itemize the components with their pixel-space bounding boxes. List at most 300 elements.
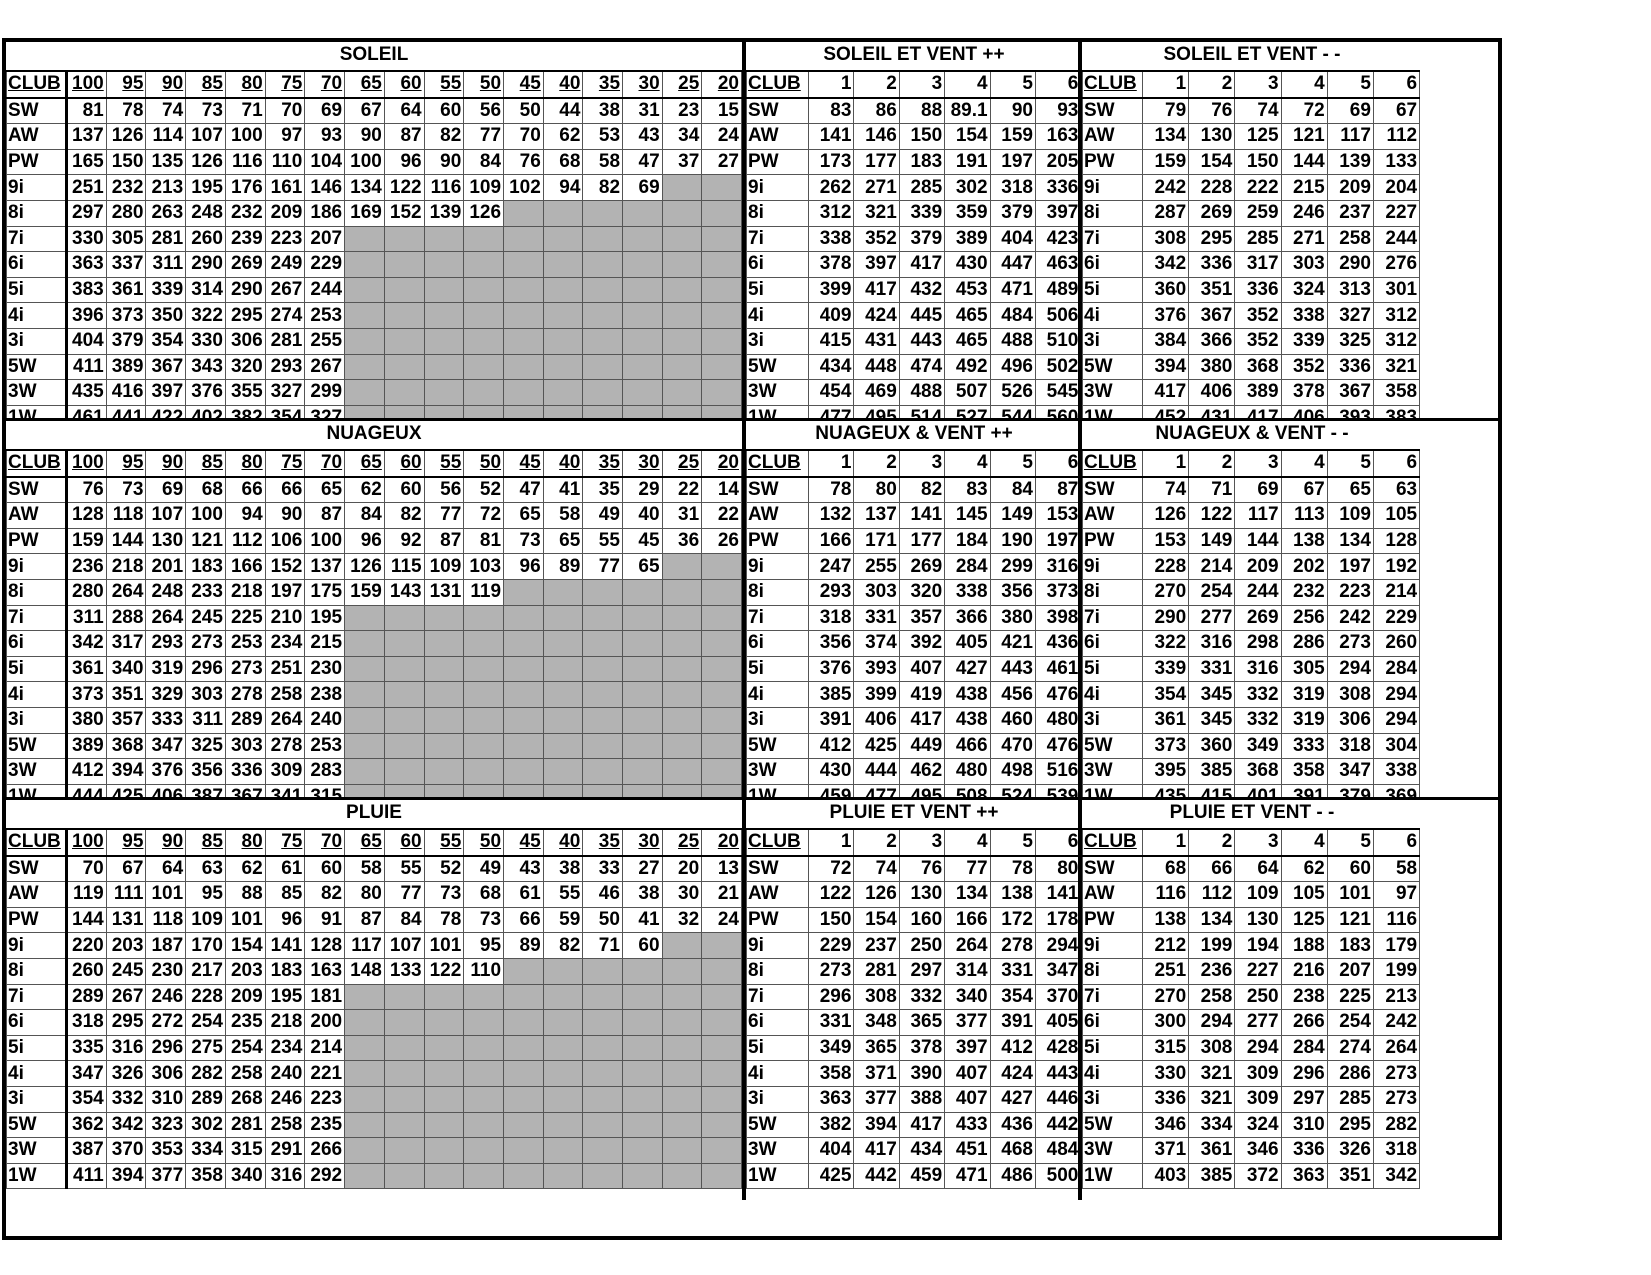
distance-cell: 330 [1143, 1061, 1189, 1087]
empty-cell [345, 682, 385, 708]
distance-cell: 267 [265, 277, 305, 303]
distance-cell: 260 [1373, 631, 1419, 657]
distance-cell: 312 [809, 200, 854, 226]
empty-cell [424, 380, 464, 406]
distance-table [6, 828, 742, 1189]
distance-cell: 296 [1281, 1061, 1327, 1087]
empty-cell [662, 1138, 702, 1164]
wind-header: 6 [1373, 450, 1419, 477]
empty-cell [345, 1086, 385, 1112]
distance-cell: 94 [225, 503, 265, 529]
distance-cell: 100 [186, 503, 226, 529]
distance-cell: 417 [899, 1112, 944, 1138]
distance-cell: 139 [424, 200, 464, 226]
distance-cell: 342 [1143, 252, 1189, 278]
distance-cell: 60 [424, 98, 464, 124]
club-label: 1W [1083, 1163, 1143, 1189]
distance-cell: 423 [1035, 226, 1080, 252]
club-label: SW [747, 856, 809, 882]
distance-cell: 73 [464, 907, 504, 933]
distance-cell: 197 [1035, 528, 1080, 554]
distance-cell: 73 [106, 477, 146, 503]
distance-cell: 126 [106, 124, 146, 150]
distance-cell: 215 [305, 631, 345, 657]
club-label: AW [7, 124, 67, 150]
distance-cell: 288 [106, 605, 146, 631]
empty-cell [543, 682, 583, 708]
distance-cell: 367 [146, 354, 186, 380]
distance-cell: 280 [106, 200, 146, 226]
distance-cell: 90 [424, 149, 464, 175]
distance-cell: 310 [1281, 1112, 1327, 1138]
table-row [1083, 1163, 1420, 1189]
empty-cell [622, 682, 662, 708]
distance-cell: 361 [66, 656, 106, 682]
distance-cell: 68 [1143, 856, 1189, 882]
table-row [1083, 1138, 1420, 1164]
distance-cell: 236 [66, 554, 106, 580]
empty-cell [504, 226, 544, 252]
distance-cell: 70 [265, 98, 305, 124]
empty-cell [345, 1112, 385, 1138]
distance-cell: 251 [1143, 958, 1189, 984]
empty-cell [543, 1138, 583, 1164]
table-row [747, 303, 1081, 329]
distance-cell: 121 [186, 528, 226, 554]
club-label: 4i [747, 1061, 809, 1087]
table-row [747, 882, 1081, 908]
distance-cell: 449 [899, 733, 944, 759]
distance-cell: 240 [265, 1061, 305, 1087]
distance-cell: 373 [1143, 733, 1189, 759]
empty-cell [464, 1112, 504, 1138]
distance-cell: 380 [990, 605, 1035, 631]
empty-cell [464, 1061, 504, 1087]
range-header: 75 [265, 829, 305, 856]
distance-cell: 506 [1035, 303, 1080, 329]
distance-cell: 363 [66, 252, 106, 278]
range-header: 90 [146, 829, 186, 856]
distance-cell: 62 [225, 856, 265, 882]
table-row [747, 328, 1081, 354]
distance-cell: 239 [225, 226, 265, 252]
distance-cell: 139 [1327, 149, 1373, 175]
club-label: 5i [1083, 656, 1143, 682]
distance-cell: 397 [945, 1035, 990, 1061]
empty-cell [464, 226, 504, 252]
distance-cell: 65 [543, 528, 583, 554]
empty-cell [623, 277, 663, 303]
distance-cell: 161 [265, 175, 305, 201]
wind-header: 4 [1281, 829, 1327, 856]
range-header: 50 [464, 71, 504, 98]
empty-cell [622, 1163, 662, 1189]
distance-cell: 266 [1281, 1010, 1327, 1036]
empty-cell [424, 605, 464, 631]
distance-cell: 273 [1373, 1061, 1419, 1087]
distance-cell: 254 [186, 1010, 226, 1036]
table-row [747, 759, 1081, 785]
distance-cell: 294 [1189, 1010, 1235, 1036]
empty-cell [662, 984, 702, 1010]
distance-cell: 81 [66, 98, 106, 124]
club-label: 5W [1083, 354, 1143, 380]
distance-cell: 309 [265, 759, 305, 785]
club-label: 3W [7, 380, 67, 406]
club-label: 3i [747, 707, 809, 733]
distance-cell: 82 [384, 503, 424, 529]
distance-cell: 419 [899, 682, 944, 708]
range-header: 35 [583, 71, 623, 98]
distance-cell: 322 [1143, 631, 1189, 657]
table-row [7, 1112, 742, 1138]
distance-cell: 250 [1235, 984, 1281, 1010]
range-header: 55 [424, 450, 464, 477]
wind-header: 2 [854, 71, 899, 98]
empty-cell [345, 707, 385, 733]
wind-header: 4 [1281, 71, 1327, 98]
distance-cell: 81 [464, 528, 504, 554]
distance-cell: 336 [1235, 277, 1281, 303]
distance-cell: 278 [265, 733, 305, 759]
table-row [1083, 200, 1420, 226]
distance-cell: 70 [504, 124, 544, 150]
distance-cell: 30 [662, 882, 702, 908]
empty-cell [662, 226, 702, 252]
distance-cell: 159 [990, 124, 1035, 150]
club-label: 6i [747, 631, 809, 657]
table-row [747, 605, 1081, 631]
distance-cell: 331 [854, 605, 899, 631]
distance-cell: 453 [945, 277, 990, 303]
empty-cell [583, 579, 623, 605]
empty-cell [424, 707, 464, 733]
empty-cell [424, 682, 464, 708]
range-header: 75 [265, 71, 305, 98]
distance-cell: 318 [66, 1010, 106, 1036]
club-label: 8i [1083, 200, 1143, 226]
club-label: 5i [747, 1035, 809, 1061]
table-row [747, 856, 1081, 882]
panel-soleil-vent-minus [1078, 42, 1422, 442]
distance-cell: 150 [899, 124, 944, 150]
table-row [747, 149, 1081, 175]
distance-cell: 227 [1373, 200, 1419, 226]
distance-cell: 187 [146, 933, 186, 959]
empty-cell [583, 682, 623, 708]
distance-cell: 100 [345, 149, 385, 175]
distance-cell: 190 [990, 528, 1035, 554]
distance-cell: 371 [854, 1061, 899, 1087]
distance-cell: 82 [583, 175, 623, 201]
empty-cell [504, 1010, 544, 1036]
distance-cell: 284 [945, 554, 990, 580]
table-row [747, 124, 1081, 150]
distance-cell: 65 [504, 503, 544, 529]
empty-cell [662, 1163, 702, 1189]
distance-cell: 46 [583, 882, 623, 908]
range-header: 40 [543, 450, 583, 477]
distance-cell: 264 [945, 933, 990, 959]
empty-cell [702, 682, 742, 708]
table-row [7, 631, 742, 657]
club-label: 3i [1083, 1086, 1143, 1112]
empty-cell [702, 328, 742, 354]
distance-cell: 93 [305, 124, 345, 150]
distance-cell: 107 [146, 503, 186, 529]
distance-cell: 74 [1235, 98, 1281, 124]
distance-cell: 242 [1143, 175, 1189, 201]
empty-cell [662, 175, 702, 201]
empty-cell [504, 733, 544, 759]
distance-cell: 87 [305, 503, 345, 529]
distance-cell: 179 [1373, 933, 1419, 959]
table-row [1083, 528, 1420, 554]
distance-cell: 318 [990, 175, 1035, 201]
distance-cell: 101 [225, 907, 265, 933]
table-row [747, 380, 1081, 406]
distance-cell: 60 [622, 933, 662, 959]
distance-cell: 270 [1143, 579, 1189, 605]
empty-cell [702, 1010, 742, 1036]
table-row [7, 1035, 742, 1061]
distance-cell: 230 [305, 656, 345, 682]
distance-cell: 244 [305, 277, 345, 303]
wind-header: 5 [990, 450, 1035, 477]
wind-header: 3 [899, 71, 944, 98]
distance-cell: 337 [106, 252, 146, 278]
distance-cell: 412 [66, 759, 106, 785]
distance-cell: 264 [1373, 1035, 1419, 1061]
distance-cell: 294 [1373, 707, 1419, 733]
club-label: 4i [747, 303, 809, 329]
panel-title: SOLEIL ET VENT - - [1163, 44, 1341, 65]
club-label: PW [747, 907, 809, 933]
club-label: 5W [747, 733, 809, 759]
distance-cell: 342 [1373, 1163, 1419, 1189]
empty-cell [345, 380, 385, 406]
empty-cell [424, 1112, 464, 1138]
distance-cell: 246 [1281, 200, 1327, 226]
distance-cell: 207 [1327, 958, 1373, 984]
distance-cell: 237 [1327, 200, 1373, 226]
distance-cell: 246 [146, 984, 186, 1010]
distance-cell: 56 [464, 98, 504, 124]
distance-cell: 404 [66, 328, 106, 354]
distance-cell: 318 [1327, 733, 1373, 759]
empty-cell [504, 354, 544, 380]
distance-cell: 316 [1235, 656, 1281, 682]
distance-cell: 322 [186, 303, 226, 329]
distance-cell: 303 [1281, 252, 1327, 278]
distance-cell: 405 [1035, 1010, 1080, 1036]
distance-cell: 465 [945, 303, 990, 329]
distance-cell: 106 [265, 528, 305, 554]
distance-cell: 399 [809, 277, 854, 303]
distance-cell: 267 [106, 984, 146, 1010]
distance-cell: 489 [1035, 277, 1080, 303]
club-label: 3W [1083, 380, 1143, 406]
table-row [747, 656, 1081, 682]
distance-cell: 205 [1035, 149, 1080, 175]
distance-cell: 254 [225, 1035, 265, 1061]
distance-cell: 338 [809, 226, 854, 252]
range-header: 20 [702, 450, 742, 477]
empty-cell [424, 631, 464, 657]
distance-cell: 61 [265, 856, 305, 882]
club-label: 8i [747, 579, 809, 605]
distance-cell: 361 [1189, 1138, 1235, 1164]
empty-cell [543, 226, 583, 252]
distance-cell: 169 [345, 200, 385, 226]
distance-cell: 376 [809, 656, 854, 682]
distance-cell: 183 [899, 149, 944, 175]
club-label: 7i [1083, 605, 1143, 631]
distance-cell: 56 [424, 477, 464, 503]
range-header: 100 [66, 829, 106, 856]
club-label: 8i [1083, 958, 1143, 984]
distance-cell: 320 [225, 354, 265, 380]
distance-cell: 109 [464, 175, 504, 201]
distance-cell: 55 [583, 528, 623, 554]
empty-cell [504, 1086, 544, 1112]
distance-cell: 152 [384, 200, 424, 226]
distance-cell: 358 [1281, 759, 1327, 785]
empty-cell [622, 631, 662, 657]
distance-cell: 144 [66, 907, 106, 933]
wind-header: 5 [990, 829, 1035, 856]
empty-cell [345, 759, 385, 785]
club-label: 5i [1083, 277, 1143, 303]
distance-cell: 216 [1281, 958, 1327, 984]
empty-cell [464, 1138, 504, 1164]
empty-cell [464, 303, 504, 329]
wind-header: 3 [899, 450, 944, 477]
empty-cell [464, 328, 504, 354]
distance-cell: 345 [1189, 707, 1235, 733]
band-nuageux [6, 421, 1498, 821]
distance-cell: 358 [809, 1061, 854, 1087]
distance-cell: 89.1 [945, 98, 990, 124]
distance-cell: 434 [899, 1138, 944, 1164]
club-label: 4i [7, 682, 67, 708]
distance-cell: 128 [305, 933, 345, 959]
empty-cell [345, 1010, 385, 1036]
distance-cell: 298 [1235, 631, 1281, 657]
range-header: 90 [146, 450, 186, 477]
club-label: PW [747, 149, 809, 175]
distance-cell: 297 [1281, 1086, 1327, 1112]
distance-cell: 370 [1035, 984, 1080, 1010]
empty-cell [384, 303, 424, 329]
distance-table [746, 70, 1081, 431]
distance-cell: 63 [1373, 477, 1419, 503]
distance-cell: 102 [504, 175, 544, 201]
distance-cell: 61 [504, 882, 544, 908]
distance-cell: 209 [265, 200, 305, 226]
distance-cell: 416 [106, 380, 146, 406]
distance-cell: 119 [66, 882, 106, 908]
range-header: 35 [583, 829, 623, 856]
club-label: 5i [747, 277, 809, 303]
distance-cell: 311 [146, 252, 186, 278]
distance-cell: 492 [945, 354, 990, 380]
distance-cell: 110 [265, 149, 305, 175]
distance-cell: 389 [945, 226, 990, 252]
distance-cell: 197 [1327, 554, 1373, 580]
empty-cell [384, 1061, 424, 1087]
panel-title: PLUIE ET VENT ++ [829, 802, 999, 823]
distance-cell: 306 [146, 1061, 186, 1087]
club-label: 6i [1083, 1010, 1143, 1036]
table-row [1083, 277, 1420, 303]
empty-cell [583, 1138, 623, 1164]
club-label: SW [747, 477, 809, 503]
distance-cell: 245 [186, 605, 226, 631]
distance-cell: 68 [543, 149, 583, 175]
empty-cell [543, 656, 583, 682]
empty-cell [384, 252, 424, 278]
distance-cell: 394 [106, 1163, 146, 1189]
distance-cell: 318 [1373, 1138, 1419, 1164]
empty-cell [543, 303, 583, 329]
empty-cell [622, 958, 662, 984]
distance-cell: 347 [66, 1061, 106, 1087]
distance-cell: 338 [1373, 759, 1419, 785]
club-label: AW [1083, 882, 1143, 908]
empty-cell [424, 1138, 464, 1164]
distance-cell: 149 [990, 503, 1035, 529]
empty-cell [464, 984, 504, 1010]
distance-cell: 225 [225, 605, 265, 631]
empty-cell [464, 252, 504, 278]
distance-cell: 362 [66, 1112, 106, 1138]
table-row [747, 1112, 1081, 1138]
distance-cell: 396 [66, 303, 106, 329]
club-label: 6i [7, 1010, 67, 1036]
distance-cell: 323 [146, 1112, 186, 1138]
distance-cell: 324 [1235, 1112, 1281, 1138]
empty-cell [702, 958, 742, 984]
empty-cell [622, 605, 662, 631]
range-header: 65 [345, 71, 385, 98]
distance-cell: 150 [106, 149, 146, 175]
distance-cell: 163 [1035, 124, 1080, 150]
distance-cell: 240 [305, 707, 345, 733]
club-label: 3i [1083, 707, 1143, 733]
distance-cell: 320 [899, 579, 944, 605]
distance-cell: 448 [854, 354, 899, 380]
distance-cell: 93 [1035, 98, 1080, 124]
distance-cell: 131 [424, 579, 464, 605]
distance-cell: 209 [225, 984, 265, 1010]
club-label: 3W [747, 759, 809, 785]
empty-cell [622, 759, 662, 785]
distance-cell: 389 [106, 354, 146, 380]
club-label: 3W [747, 1138, 809, 1164]
distance-cell: 366 [1189, 328, 1235, 354]
table-row [747, 503, 1081, 529]
panel-nuageux-vent-plus [742, 421, 1082, 821]
empty-cell [384, 984, 424, 1010]
club-label: PW [1083, 149, 1143, 175]
distance-cell: 149 [1189, 528, 1235, 554]
distance-cell: 117 [1235, 503, 1281, 529]
distance-cell: 221 [305, 1061, 345, 1087]
club-label: 7i [7, 984, 67, 1010]
distance-cell: 177 [854, 149, 899, 175]
club-label: 8i [7, 958, 67, 984]
